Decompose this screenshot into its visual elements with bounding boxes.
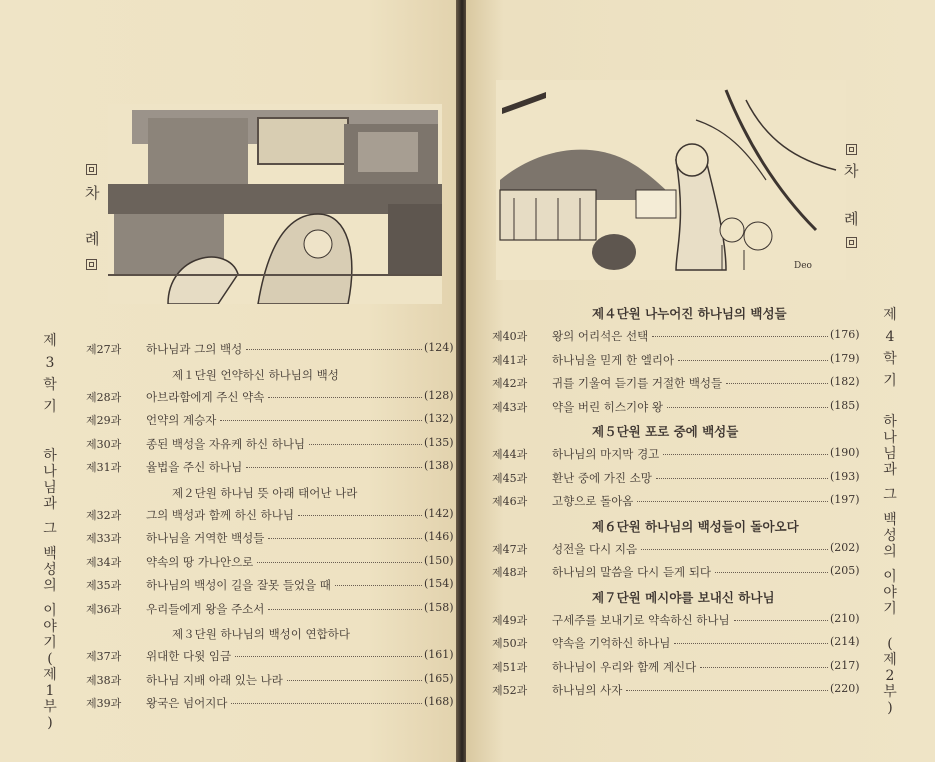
page-number: (124) (424, 341, 454, 354)
side-char: 3 (45, 355, 55, 371)
page-number: (158) (424, 600, 454, 614)
dot-leader (678, 360, 828, 361)
toc-entry[interactable] (86, 436, 458, 456)
lesson-title: 언약의 계승자 (146, 413, 217, 427)
lesson-number: 제46과 (492, 495, 528, 508)
dot-leader (626, 690, 828, 691)
lesson-title: 그의 백성과 함께 하신 하나님 (146, 507, 294, 522)
page-number: (202) (830, 540, 860, 554)
side-char: 이 (43, 603, 57, 619)
lesson-title: 하나님의 말씀을 다시 듣게 되다 (552, 565, 712, 579)
toc-entry[interactable] (86, 648, 458, 668)
page-number: (220) (830, 682, 860, 695)
lesson-title: 우리들에게 왕을 주소서 (146, 601, 265, 616)
illustration-signature: Deo (794, 261, 812, 271)
lesson-title: 종된 백성을 자유케 하신 하나님 (146, 436, 306, 451)
lesson-title: 구세주를 보내기로 약속하신 하나님 (552, 612, 730, 627)
lesson-title: 율법을 주신 하나님 (146, 460, 243, 474)
left-illustration (108, 104, 442, 304)
side-char: 2 (885, 668, 895, 684)
side-char: 기 (43, 635, 57, 651)
unit-heading: 제２단원 하나님 뜻 아래 태어난 나라 (172, 485, 358, 500)
page-number: (165) (424, 671, 454, 685)
toc-label-rye: 례 (844, 210, 859, 228)
toc-ornament-bottom (86, 255, 97, 274)
page-number: (138) (424, 459, 454, 472)
right-illustration (496, 80, 846, 280)
lesson-number: 제48과 (492, 566, 528, 579)
toc-entry[interactable] (492, 375, 864, 395)
unit-heading: 제１단원 언약하신 하나님의 백성 (172, 367, 339, 382)
page-number: (214) (830, 635, 860, 648)
toc-entry[interactable] (492, 659, 864, 679)
side-char: 제 (883, 307, 897, 323)
page-number: (176) (830, 328, 860, 341)
toc-entry[interactable] (86, 341, 458, 361)
lesson-title: 하나님 지배 아래 있는 나라 (146, 672, 283, 687)
lesson-number: 제43과 (492, 400, 528, 414)
lesson-number: 제45과 (492, 471, 528, 485)
lesson-number: 제36과 (86, 602, 122, 616)
lesson-number: 제38과 (86, 673, 122, 687)
side-char: 기 (883, 601, 897, 617)
toc-entry[interactable] (86, 695, 458, 715)
toc-entry[interactable] (86, 530, 458, 550)
dot-leader (287, 680, 422, 681)
lesson-number: 제33과 (86, 532, 122, 545)
side-char: 님 (883, 446, 897, 462)
lesson-number: 제28과 (86, 390, 122, 404)
toc-entry[interactable] (492, 399, 864, 419)
toc-entry[interactable] (86, 672, 458, 692)
page-number: (161) (424, 648, 454, 661)
lesson-number: 제39과 (86, 697, 122, 710)
dot-leader (734, 620, 828, 621)
side-char: 제 (883, 652, 897, 668)
lesson-title: 성전을 다시 지음 (552, 541, 638, 556)
toc-entry[interactable] (86, 601, 458, 621)
toc-entry[interactable] (86, 577, 458, 597)
toc-entry[interactable] (86, 554, 458, 574)
side-char: 학 (43, 377, 57, 393)
dot-leader (220, 420, 422, 421)
side-char: 이 (883, 569, 897, 585)
toc-entry[interactable] (492, 470, 864, 490)
page-number: (132) (424, 412, 454, 425)
toc-ornament-top (846, 140, 857, 159)
page-number: (150) (424, 553, 454, 567)
side-char: 나 (43, 464, 57, 480)
unit-heading: 제６단원 하나님의 백성들이 돌아오다 (592, 518, 799, 534)
page-number: (210) (830, 611, 860, 625)
dot-leader (700, 667, 828, 668)
side-char: 백 (43, 546, 57, 562)
toc-entry[interactable] (492, 635, 864, 655)
toc-entry[interactable] (86, 412, 458, 432)
side-char: 과 (883, 462, 897, 478)
side-char: 과 (43, 496, 57, 512)
dot-leader (652, 336, 828, 337)
side-char: 학 (883, 351, 897, 367)
lesson-title: 왕의 어리석은 선택 (552, 329, 649, 343)
lesson-title: 약을 버린 히스기야 왕 (552, 399, 663, 414)
side-char: ) (47, 715, 53, 731)
page-number: (168) (424, 695, 454, 708)
dot-leader (298, 515, 422, 516)
lesson-number: 제50과 (492, 637, 528, 650)
toc-entry[interactable] (492, 612, 864, 632)
dot-leader (674, 643, 828, 644)
side-char: 하 (43, 448, 57, 464)
page-number: (193) (830, 469, 860, 483)
toc-entry[interactable] (492, 682, 864, 702)
lesson-title: 약속을 기억하신 하나님 (552, 636, 671, 650)
left-side-grade (42, 330, 58, 418)
side-char: 그 (43, 521, 57, 537)
lesson-title: 왕국은 넘어지다 (146, 696, 228, 710)
toc-entry[interactable] (492, 352, 864, 372)
dot-leader (257, 562, 422, 563)
side-char: 님 (43, 480, 57, 496)
lesson-title: 하나님과 그의 백성 (146, 342, 243, 356)
toc-entry[interactable] (86, 459, 458, 479)
lesson-number: 제42과 (492, 377, 528, 390)
side-char: 성 (883, 528, 897, 544)
lesson-number: 제30과 (86, 437, 122, 451)
side-char: 야 (883, 585, 897, 601)
side-char: 백 (883, 512, 897, 528)
lesson-number: 제35과 (86, 579, 122, 592)
side-char: 야 (43, 619, 57, 635)
lesson-title: 환난 중에 가진 소망 (552, 470, 652, 485)
side-char: 4 (885, 329, 895, 345)
dot-leader (667, 407, 828, 408)
page-number: (205) (830, 564, 860, 577)
side-char: 그 (883, 487, 897, 503)
lesson-number: 제27과 (86, 343, 122, 356)
left-page (0, 0, 458, 762)
page-number: (197) (830, 493, 860, 506)
lesson-number: 제41과 (492, 353, 528, 367)
side-char: ( (887, 636, 893, 652)
lesson-title: 하나님을 거역한 백성들 (146, 531, 265, 545)
right-side-part (882, 638, 898, 718)
page-number: (217) (830, 658, 860, 672)
lesson-number: 제49과 (492, 613, 528, 627)
toc-entry[interactable] (492, 328, 864, 348)
lesson-title: 위대한 다윗 임금 (146, 649, 232, 663)
dot-leader (641, 549, 828, 550)
toc-entry[interactable] (492, 493, 864, 513)
page-number: (128) (424, 388, 454, 402)
lesson-number: 제44과 (492, 448, 528, 461)
lesson-number: 제29과 (86, 414, 122, 427)
side-char: 성 (43, 562, 57, 578)
dot-leader (246, 349, 422, 350)
side-char: ) (887, 700, 893, 716)
dot-leader (235, 656, 422, 657)
toc-entry[interactable] (492, 541, 864, 561)
lesson-number: 제37과 (86, 650, 122, 663)
side-char: 1 (45, 683, 55, 699)
side-char: 제 (43, 667, 57, 683)
unit-heading: 제４단원 나누어진 하나님의 백성들 (592, 306, 787, 321)
dot-leader (268, 397, 422, 398)
lesson-title: 약속의 땅 가나안으로 (146, 554, 254, 569)
dot-leader (246, 467, 422, 468)
dot-leader (268, 609, 422, 610)
side-char: 나 (883, 430, 897, 446)
toc-entry[interactable] (86, 389, 458, 409)
right-side-grade (882, 304, 898, 392)
lesson-number: 제40과 (492, 330, 528, 343)
left-side-title (42, 450, 58, 733)
lesson-number: 제32과 (86, 508, 122, 522)
lesson-number: 제31과 (86, 461, 122, 474)
side-char: 제 (43, 333, 57, 349)
dot-leader (268, 538, 422, 539)
side-char: 부 (883, 684, 897, 700)
right-side-title (882, 416, 898, 619)
lesson-title: 아브라함에게 주신 약속 (146, 389, 265, 404)
side-char: 기 (43, 399, 57, 415)
page-number: (154) (424, 577, 454, 590)
unit-heading: 제７단원 메시야를 보내신 하나님 (592, 589, 775, 605)
dot-leader (726, 383, 828, 384)
lesson-title: 하나님의 백성이 길을 잘못 들었을 때 (146, 578, 331, 592)
lesson-number: 제34과 (86, 555, 122, 569)
side-char: 기 (883, 373, 897, 389)
toc-label-rye: 례 (85, 230, 100, 248)
dot-leader (715, 572, 828, 573)
toc-entry[interactable] (492, 446, 864, 466)
dot-leader (335, 585, 422, 586)
right-page (466, 0, 935, 762)
page-number: (185) (830, 398, 860, 412)
page-number: (190) (830, 446, 860, 459)
page-number: (182) (830, 375, 860, 388)
toc-ornament-top (86, 160, 97, 179)
toc-entry[interactable] (86, 507, 458, 527)
lesson-title: 하나님의 사자 (552, 683, 623, 697)
lesson-title: 고향으로 돌아옴 (552, 494, 634, 508)
toc-entry[interactable] (492, 564, 864, 584)
page-number: (146) (424, 530, 454, 543)
dot-leader (309, 444, 422, 445)
toc-ornament-bottom (846, 233, 857, 252)
unit-heading: 제５단원 포로 중에 백성들 (592, 424, 739, 439)
lesson-number: 제52과 (492, 684, 528, 697)
page-number: (179) (830, 351, 860, 365)
side-char: ( (47, 651, 53, 667)
page-number: (135) (424, 435, 454, 449)
dot-leader (656, 478, 828, 479)
dot-leader (637, 501, 828, 502)
lesson-title: 귀를 기울여 듣기를 거절한 백성들 (552, 376, 723, 390)
side-char: 의 (43, 578, 57, 594)
lesson-title: 하나님의 마지막 경고 (552, 447, 660, 461)
lesson-title: 하나님이 우리와 함께 계신다 (552, 659, 697, 674)
lesson-number: 제47과 (492, 542, 528, 556)
toc-label-cha: 차 (844, 162, 859, 180)
side-char: 부 (43, 699, 57, 715)
dot-leader (231, 703, 422, 704)
side-char: 의 (883, 544, 897, 560)
lesson-number: 제51과 (492, 660, 528, 674)
toc-label-cha: 차 (85, 184, 100, 202)
side-char: 하 (883, 414, 897, 430)
lesson-title: 하나님을 믿게 한 엘리아 (552, 352, 675, 367)
unit-heading: 제３단원 하나님의 백성이 연합하다 (172, 627, 350, 641)
page-number: (142) (424, 506, 454, 520)
dot-leader (663, 454, 828, 455)
